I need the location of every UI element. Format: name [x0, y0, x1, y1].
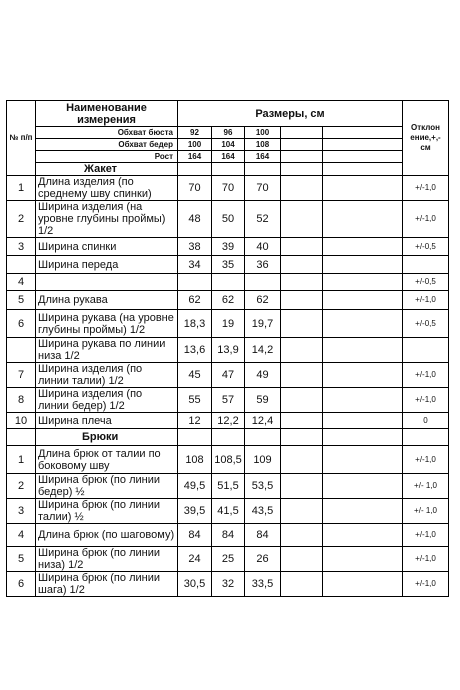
empty-cell [323, 163, 403, 176]
size-value: 35 [212, 256, 245, 274]
size-value: 19,7 [245, 310, 281, 338]
size-value: 62 [178, 291, 212, 310]
table-row [7, 238, 449, 256]
bust-value: 92 [178, 127, 212, 139]
size-chart [6, 100, 448, 597]
tolerance-value: +/-1,0 [403, 201, 449, 238]
table-row [7, 310, 449, 338]
size-value: 34 [178, 256, 212, 274]
tolerance-value: +/- 1,0 [403, 499, 449, 524]
row-number [7, 338, 36, 363]
height-value: 164 [245, 151, 281, 163]
tolerance-value [403, 338, 449, 363]
empty-cell [323, 127, 403, 139]
size-value: 47 [212, 363, 245, 388]
row-number: 7 [7, 363, 36, 388]
empty-cell [281, 429, 323, 446]
measurement-name: Длина брюк от талии по боковому шву [36, 446, 178, 474]
size-value: 13,9 [212, 338, 245, 363]
row-number: 5 [7, 291, 36, 310]
row-number: 3 [7, 499, 36, 524]
height-value: 164 [178, 151, 212, 163]
hips-value: 108 [245, 139, 281, 151]
empty-cell [281, 547, 323, 572]
measurement-name: Длина изделия (по среднему шву спинки) [36, 176, 178, 201]
empty-cell [323, 151, 403, 163]
size-value: 108 [178, 446, 212, 474]
empty-cell [323, 547, 403, 572]
empty-cell [212, 429, 245, 446]
row-number: 6 [7, 310, 36, 338]
size-value: 109 [245, 446, 281, 474]
measurement-name: Ширина изделия (по линии бедер) 1/2 [36, 388, 178, 413]
measurement-name: Ширина изделия (на уровне глубины проймы) 1/2 [36, 201, 178, 238]
measurement-name: Ширина спинки [36, 238, 178, 256]
section-title: Брюки [36, 429, 178, 446]
row-number: 2 [7, 201, 36, 238]
height-value: 164 [212, 151, 245, 163]
bust-value: 96 [212, 127, 245, 139]
empty-cell [281, 163, 323, 176]
size-value: 41,5 [212, 499, 245, 524]
row-number: 1 [7, 446, 36, 474]
size-value: 84 [245, 524, 281, 547]
height-label: Рост [36, 151, 178, 163]
section-row [7, 429, 449, 446]
tolerance-value [403, 256, 449, 274]
tolerance-value: +/-1,0 [403, 363, 449, 388]
empty-cell [323, 310, 403, 338]
size-value: 52 [245, 201, 281, 238]
empty-cell [281, 201, 323, 238]
empty-cell [281, 127, 323, 139]
empty-cell [281, 139, 323, 151]
empty-cell [323, 572, 403, 597]
size-value: 12,4 [245, 413, 281, 429]
row-number [7, 256, 36, 274]
tolerance-value: +/-1,0 [403, 572, 449, 597]
empty-cell [403, 429, 449, 446]
empty-cell [281, 256, 323, 274]
row-number: 8 [7, 388, 36, 413]
empty-cell [281, 338, 323, 363]
empty-cell [323, 238, 403, 256]
tolerance-value: +/-0,5 [403, 310, 449, 338]
empty-cell [323, 388, 403, 413]
empty-cell [281, 238, 323, 256]
size-value: 84 [212, 524, 245, 547]
empty-cell [245, 429, 281, 446]
row-number: 5 [7, 547, 36, 572]
tolerance-value: 0 [403, 413, 449, 429]
table-row [7, 291, 449, 310]
measurement-name: Ширина брюк (по линии бедер) ½ [36, 474, 178, 499]
size-value: 32 [212, 572, 245, 597]
size-value: 50 [212, 201, 245, 238]
size-value [178, 274, 212, 291]
size-value: 43,5 [245, 499, 281, 524]
empty-cell [323, 413, 403, 429]
measurement-name: Ширина рукава (на уровне глубины проймы) 1/2 [36, 310, 178, 338]
bust-label: Обхват бюста [36, 127, 178, 139]
size-value: 59 [245, 388, 281, 413]
empty-cell [323, 429, 403, 446]
row-number: 2 [7, 474, 36, 499]
empty-cell [323, 274, 403, 291]
empty-cell [245, 163, 281, 176]
table-row [7, 274, 449, 291]
size-value: 48 [178, 201, 212, 238]
empty-cell [323, 176, 403, 201]
empty-cell [323, 256, 403, 274]
row-number: 10 [7, 413, 36, 429]
measurement-name: Длина брюк (по шаговому) [36, 524, 178, 547]
row-number: 6 [7, 572, 36, 597]
size-value: 70 [178, 176, 212, 201]
row-number: 1 [7, 176, 36, 201]
empty-cell [281, 274, 323, 291]
empty-cell [178, 429, 212, 446]
size-value: 18,3 [178, 310, 212, 338]
table-row [7, 388, 449, 413]
tolerance-value: +/-1,0 [403, 524, 449, 547]
tolerance-value: +/-1,0 [403, 176, 449, 201]
table-row [7, 413, 449, 429]
tolerance-value: +/-1,0 [403, 547, 449, 572]
size-value: 39,5 [178, 499, 212, 524]
empty-cell [323, 363, 403, 388]
tolerance-value: +/-1,0 [403, 388, 449, 413]
header-np: № п/п [7, 101, 36, 176]
size-value: 12,2 [212, 413, 245, 429]
measurement-name [36, 274, 178, 291]
hips-value: 104 [212, 139, 245, 151]
table-row [7, 474, 449, 499]
section-title: Жакет [36, 163, 178, 176]
table-row [7, 256, 449, 274]
measurement-name: Ширина изделия (по линии талии) 1/2 [36, 363, 178, 388]
size-value: 108,5 [212, 446, 245, 474]
tolerance-value: +/-1,0 [403, 446, 449, 474]
size-value: 25 [212, 547, 245, 572]
empty-cell [281, 524, 323, 547]
header-sizes: Размеры, см [178, 101, 403, 127]
measurement-name: Ширина рукава по линии низа 1/2 [36, 338, 178, 363]
measurement-name: Ширина переда [36, 256, 178, 274]
tolerance-value: +/-0,5 [403, 238, 449, 256]
empty-cell [281, 176, 323, 201]
size-value: 40 [245, 238, 281, 256]
size-value [245, 274, 281, 291]
table-row [7, 176, 449, 201]
row-number: 4 [7, 524, 36, 547]
tolerance-value: +/- 1,0 [403, 474, 449, 499]
size-value: 38 [178, 238, 212, 256]
table-row [7, 338, 449, 363]
size-value: 70 [212, 176, 245, 201]
empty-cell [281, 151, 323, 163]
size-value: 36 [245, 256, 281, 274]
empty-cell [281, 413, 323, 429]
empty-cell [281, 446, 323, 474]
empty-cell [281, 363, 323, 388]
empty-cell [281, 499, 323, 524]
empty-cell [323, 338, 403, 363]
size-value: 30,5 [178, 572, 212, 597]
empty-cell [323, 291, 403, 310]
empty-cell [281, 474, 323, 499]
size-value: 45 [178, 363, 212, 388]
header-tolerance: Отклон ение,+,- см [403, 101, 449, 176]
size-value: 19 [212, 310, 245, 338]
table-row [7, 201, 449, 238]
size-value: 62 [245, 291, 281, 310]
table-row [7, 446, 449, 474]
tolerance-value: +/-0,5 [403, 274, 449, 291]
empty-cell [323, 524, 403, 547]
empty-cell [323, 139, 403, 151]
size-value: 53,5 [245, 474, 281, 499]
table-row [7, 499, 449, 524]
size-value: 39 [212, 238, 245, 256]
empty-cell [281, 572, 323, 597]
empty-cell [281, 291, 323, 310]
table-row [7, 524, 449, 547]
empty-cell [281, 388, 323, 413]
table-row [7, 363, 449, 388]
header-name: Наименование измерения [36, 101, 178, 127]
empty-cell [7, 429, 36, 446]
table-row [7, 572, 449, 597]
measurement-table [6, 100, 449, 597]
measurement-name: Длина рукава [36, 291, 178, 310]
table-body [7, 101, 449, 597]
size-value: 24 [178, 547, 212, 572]
bust-value: 100 [245, 127, 281, 139]
row-number: 4 [7, 274, 36, 291]
size-value: 62 [212, 291, 245, 310]
empty-cell [323, 201, 403, 238]
measurement-name: Ширина брюк (по линии талии) ½ [36, 499, 178, 524]
row-number: 3 [7, 238, 36, 256]
size-value: 49,5 [178, 474, 212, 499]
size-value: 14,2 [245, 338, 281, 363]
measurement-name: Ширина брюк (по линии шага) 1/2 [36, 572, 178, 597]
empty-cell [323, 446, 403, 474]
size-value: 70 [245, 176, 281, 201]
hips-value: 100 [178, 139, 212, 151]
table-row [7, 547, 449, 572]
size-value: 57 [212, 388, 245, 413]
size-value: 26 [245, 547, 281, 572]
size-value: 51,5 [212, 474, 245, 499]
size-value: 49 [245, 363, 281, 388]
empty-cell [323, 499, 403, 524]
tolerance-value: +/-1,0 [403, 291, 449, 310]
hips-label: Обхват бедер [36, 139, 178, 151]
size-value: 12 [178, 413, 212, 429]
size-value: 13,6 [178, 338, 212, 363]
measurement-name: Ширина брюк (по линии низа) 1/2 [36, 547, 178, 572]
measurement-name: Ширина плеча [36, 413, 178, 429]
size-value [212, 274, 245, 291]
empty-cell [323, 474, 403, 499]
size-value: 84 [178, 524, 212, 547]
empty-cell [178, 163, 212, 176]
empty-cell [212, 163, 245, 176]
size-value: 33,5 [245, 572, 281, 597]
size-value: 55 [178, 388, 212, 413]
empty-cell [281, 310, 323, 338]
